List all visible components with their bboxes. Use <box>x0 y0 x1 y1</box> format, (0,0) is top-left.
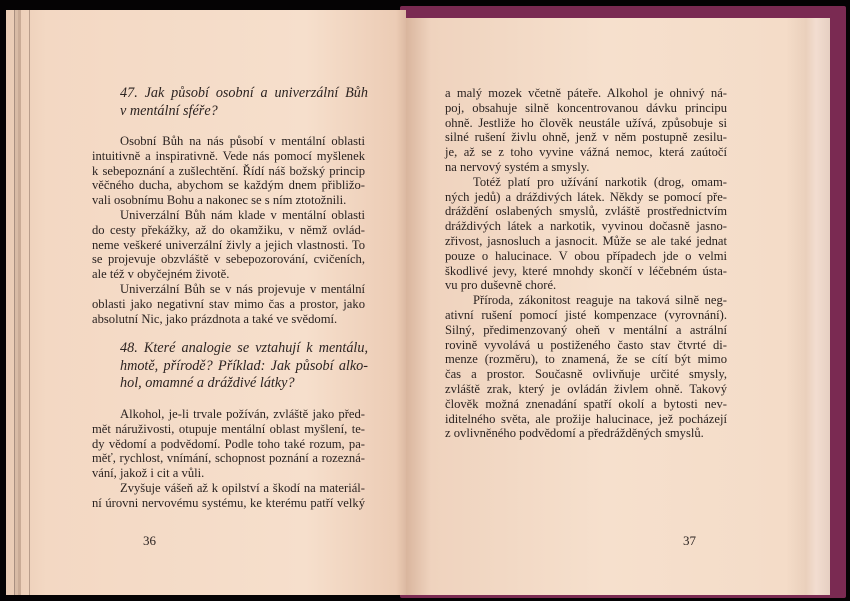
text-line: člověk možná znenadání spatří okolí a bytosti nev- <box>445 396 727 411</box>
page-edges <box>14 10 30 595</box>
text-line: a malý mozek včetně páteře. Alkohol je ohnivý ná- <box>445 86 727 100</box>
text-line: ní úrovni nervovému systému, ke kterému patří velký <box>92 495 365 510</box>
text-line: poj, obsahuje silně koncentrovanou dávku principu <box>445 100 727 115</box>
text-line: iditelného světa, ale prožije halucinace, jež pocházejí <box>445 411 727 426</box>
text-line: vání, jakož i cit a vůli. <box>92 466 205 481</box>
text-line: vali osobnímu Bohu a nakonec se s ním ztotožnili. <box>92 193 347 208</box>
text-line: dráždění oslabených smyslů, zvláště prostřednictvím <box>445 204 727 219</box>
question-47-heading <box>120 85 368 120</box>
text-line: je, až se z toho vyvine vážná nemoc, která zaútočí <box>445 145 727 160</box>
text-line: na nervový systém a smysly. <box>445 159 590 174</box>
text-line: Alkohol, je-li trvale požíván, zvláště jako před- <box>120 407 365 421</box>
text-line: menze (rozměru), to znamená, že se cítí být mimo <box>445 352 727 367</box>
text-line: Totéž platí pro užívání narkotik (drog, omam- <box>473 174 727 189</box>
text-line: ohně. Jestliže ho člověk neustále užívá, způsobuje si <box>445 115 727 130</box>
answer-48-text <box>92 407 365 511</box>
page-number-left: 36 <box>143 533 156 548</box>
heading-line: hmotě, přírodě? Příklad: Jak působí alko- <box>120 357 368 374</box>
text-line: ativní rušení pomocí jisté kompenzace (vyrovnání). <box>445 307 727 322</box>
answer-47-text <box>92 134 365 326</box>
text-line: ných jedů) a dráždivých látek. Někdy se pomocí pře- <box>445 189 727 204</box>
text-line: Osobní Bůh na nás působí v mentální oblasti <box>120 134 365 148</box>
text-line: dráždivých látek a narkotik, vyvinou dočasně jasno- <box>445 219 727 234</box>
text-line: čas a prostor. Současně ovlivňuje určité smysly, <box>445 367 727 382</box>
text-line: škodlivé jevy, které mnohdy skončí v léčebném ústa- <box>445 263 727 278</box>
heading-line: v mentální sféře? <box>120 102 218 119</box>
text-line: dy vědomí a podvědomí. Podle toho také rozum, pa- <box>92 436 365 451</box>
text-line: Univerzální Bůh nám klade v mentální oblasti <box>120 207 365 222</box>
text-line: vu pro duševně choré. <box>445 278 557 293</box>
text-line: měť, rychlost, vnímání, schopnost poznání a rozezná- <box>92 451 365 466</box>
text-line: neme veškeré univerzální živly a jejich vlastnosti. To <box>92 237 365 252</box>
text-line: do cesty překážky, až do okamžiku, v němž ovlád- <box>92 222 365 237</box>
right-page-text <box>445 86 727 441</box>
text-line: oblasti jako negativní stav mimo čas a prostor, jako <box>92 296 365 311</box>
text-line: z ovlivněného podvědomí a předrážděných smyslů. <box>445 426 704 441</box>
text-line: intuitivně a inspirativně. Vede nás pomocí myšlenek <box>92 148 365 163</box>
text-line: rovině vyvolává u postiženého často stav čtvrté di- <box>445 337 727 352</box>
heading-line: 47. Jak působí osobní a univerzální Bůh <box>120 85 368 101</box>
text-line: Silný, předimenzovaný oheň v mentální a astrální <box>445 322 727 337</box>
text-line: se projevuje obzvláště v sebepozorování, cvičeních, <box>92 252 365 267</box>
text-line: absolutní Nic, jako prázdnota a také ve svědomí. <box>92 311 338 326</box>
text-line: zřivost, jasnosluch a jasnocit. Může se ale také jednat <box>445 233 727 248</box>
text-line: pouze o halucinace. V obou případech jde o velmi <box>445 248 727 263</box>
text-line: ale též v obyčejném životě. <box>92 267 230 282</box>
text-line: k sebepoznání a zušlechtění. Řídí náš božský princip <box>92 163 365 178</box>
text-line: zvláště zrak, který je ovládán živlem ohně. Takový <box>445 381 727 396</box>
heading-line: 48. Které analogie se vztahují k mentálu, <box>120 340 368 356</box>
question-48-heading <box>120 340 368 393</box>
text-line: silné rušení živlu ohně, jenž v něm postupně zesilu- <box>445 130 727 145</box>
heading-line: hol, omamné a dráždivé látky? <box>120 375 295 391</box>
text-line: věčného ducha, abychom se každým dnem přibližo- <box>92 178 365 193</box>
text-line: Příroda, zákonitost reaguje na taková silně neg- <box>473 293 727 308</box>
text-line: Univerzální Bůh se v nás projevuje v mentální <box>120 281 365 296</box>
text-line: Zvyšuje vášeň až k opilství a škodí na materiál- <box>120 480 365 495</box>
page-number-right: 37 <box>683 533 696 548</box>
text-line: mět náruživosti, otupuje mentální oblast myšlení, te- <box>92 421 365 436</box>
